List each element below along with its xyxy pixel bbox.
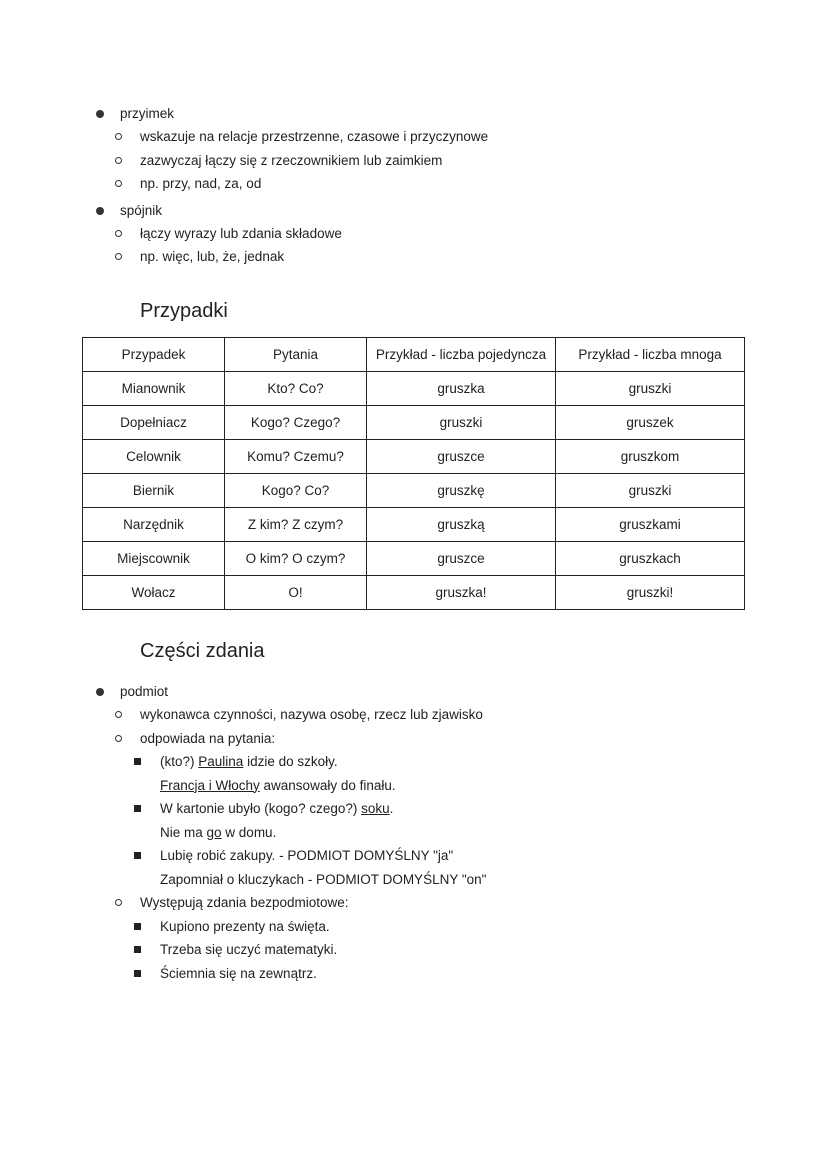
list-item-label: spójnik <box>120 202 163 218</box>
square-bullet-icon <box>134 758 141 765</box>
text-span: Nie ma <box>160 824 207 840</box>
example-line: Ściemnia się na zewnątrz. <box>160 965 317 981</box>
hollow-bullet-icon <box>115 133 122 140</box>
table-cell: Kogo? Co? <box>225 474 367 508</box>
list-subitem-text: łączy wyrazy lub zdania składowe <box>140 225 342 241</box>
example-line <box>160 797 828 821</box>
table-cell: gruszkami <box>556 508 745 542</box>
table-cell: gruszek <box>556 406 745 440</box>
list-subitem <box>0 245 828 269</box>
text-span: W kartonie ubyło (kogo? czego?) <box>160 801 362 816</box>
example-item <box>0 797 828 844</box>
list-item <box>0 680 828 703</box>
intro-list <box>0 102 828 269</box>
table-cell: Wołacz <box>83 576 225 610</box>
example-item <box>0 962 828 986</box>
square-bullet-icon <box>134 946 141 953</box>
table-row <box>83 440 745 474</box>
hollow-bullet-icon <box>115 253 122 260</box>
table-cell: Mianownik <box>83 372 225 406</box>
header-cell: Przykład - liczba mnoga <box>556 338 745 372</box>
table-cell: Kogo? Czego? <box>225 406 367 440</box>
list-subitem <box>0 727 828 751</box>
table-cell: Dopełniacz <box>83 406 225 440</box>
list-subitem <box>0 891 828 915</box>
underlined-subject: Francja i Włochy <box>160 777 260 793</box>
table-row <box>83 406 745 440</box>
list-subitem-text: wskazuje na relacje przestrzenne, czasowe i przyczynowe <box>140 129 489 144</box>
text-span: . <box>389 801 394 816</box>
square-bullet-icon <box>134 970 141 977</box>
table-cell: gruszki <box>556 474 745 508</box>
list-subitem-text: wykonawca czynności, nazywa osobę, rzecz lub zjawisko <box>140 707 483 722</box>
underlined-subject: go <box>206 824 222 840</box>
hollow-bullet-icon <box>115 711 122 718</box>
table-cell: gruszka <box>367 372 556 406</box>
example-item <box>0 750 828 797</box>
example-line: Trzeba się uczyć matematyki. <box>160 942 338 957</box>
list-subitem <box>0 149 828 173</box>
list-subitem-text: Występują zdania bezpodmiotowe: <box>140 895 349 910</box>
header-cell: Przykład - liczba pojedyncza <box>367 338 556 372</box>
list-subitem <box>0 172 828 196</box>
example-line: Zapomniał o kluczykach - PODMIOT DOMYŚLNY "on" <box>160 871 487 887</box>
hollow-bullet-icon <box>115 899 122 906</box>
table-cell: O kim? O czym? <box>225 542 367 576</box>
table-row <box>83 474 745 508</box>
example-item <box>0 844 828 891</box>
header-cell: Przypadek <box>83 338 225 372</box>
table-row <box>83 508 745 542</box>
table-cell: gruszce <box>367 542 556 576</box>
bullet-icon <box>96 688 104 696</box>
bullet-icon <box>96 110 104 118</box>
cases-heading: Przypadki <box>140 300 228 322</box>
table-cell: Z kim? Z czym? <box>225 508 367 542</box>
underlined-subject: soku <box>361 801 390 816</box>
table-cell: Miejscownik <box>83 542 225 576</box>
list-subitem-text: np. więc, lub, że, jednak <box>140 249 285 264</box>
square-bullet-icon <box>134 852 141 859</box>
list-item <box>0 199 828 222</box>
parts-heading: Części zdania <box>140 640 265 662</box>
table-row <box>83 542 745 576</box>
table-cell: gruszki <box>367 406 556 440</box>
list-subitem <box>0 125 828 149</box>
table-cell: gruszce <box>367 440 556 474</box>
hollow-bullet-icon <box>115 735 122 742</box>
table-cell: gruszkach <box>556 542 745 576</box>
table-row <box>83 576 745 610</box>
cases-table <box>82 337 745 610</box>
list-item-label: podmiot <box>120 684 169 699</box>
table-row <box>83 372 745 406</box>
square-bullet-icon <box>134 923 141 930</box>
header-cell: Pytania <box>225 338 367 372</box>
underlined-subject: Paulina <box>198 754 244 769</box>
list-subitem-text: odpowiada na pytania: <box>140 730 276 746</box>
text-span: awansowały do finału. <box>259 777 396 793</box>
example-item <box>0 915 828 939</box>
table-cell: gruszki! <box>556 576 745 610</box>
table-cell: O! <box>225 576 367 610</box>
table-cell: gruszkę <box>367 474 556 508</box>
list-item-label: przyimek <box>120 106 175 121</box>
table-cell: gruszkom <box>556 440 745 474</box>
list-subitem <box>0 222 828 246</box>
table-cell: gruszką <box>367 508 556 542</box>
example-line <box>160 750 828 774</box>
example-line: Kupiono prezenty na święta. <box>160 918 330 934</box>
table-cell: Biernik <box>83 474 225 508</box>
list-subitem-text: np. przy, nad, za, od <box>140 176 262 191</box>
list-item <box>0 102 828 125</box>
list-subitem-text: zazwyczaj łączy się z rzeczownikiem lub zaimkiem <box>140 152 443 168</box>
hollow-bullet-icon <box>115 157 122 164</box>
hollow-bullet-icon <box>115 230 122 237</box>
square-bullet-icon <box>134 805 141 812</box>
example-line <box>160 774 828 798</box>
table-header-row <box>83 338 745 372</box>
table-cell: Kto? Co? <box>225 372 367 406</box>
text-span: (kto?) <box>160 754 199 769</box>
list-subitem <box>0 703 828 727</box>
example-item <box>0 938 828 962</box>
text-span: idzie do szkoły. <box>243 754 338 769</box>
table-cell: Narzędnik <box>83 508 225 542</box>
parts-list <box>0 680 828 985</box>
table-cell: gruszka! <box>367 576 556 610</box>
example-line <box>160 821 828 845</box>
bullet-icon <box>96 207 104 215</box>
example-line: Lubię robić zakupy. - PODMIOT DOMYŚLNY "ja" <box>160 848 454 863</box>
table-cell: gruszki <box>556 372 745 406</box>
text-span: w domu. <box>221 824 277 840</box>
hollow-bullet-icon <box>115 180 122 187</box>
table-cell: Komu? Czemu? <box>225 440 367 474</box>
table-cell: Celownik <box>83 440 225 474</box>
